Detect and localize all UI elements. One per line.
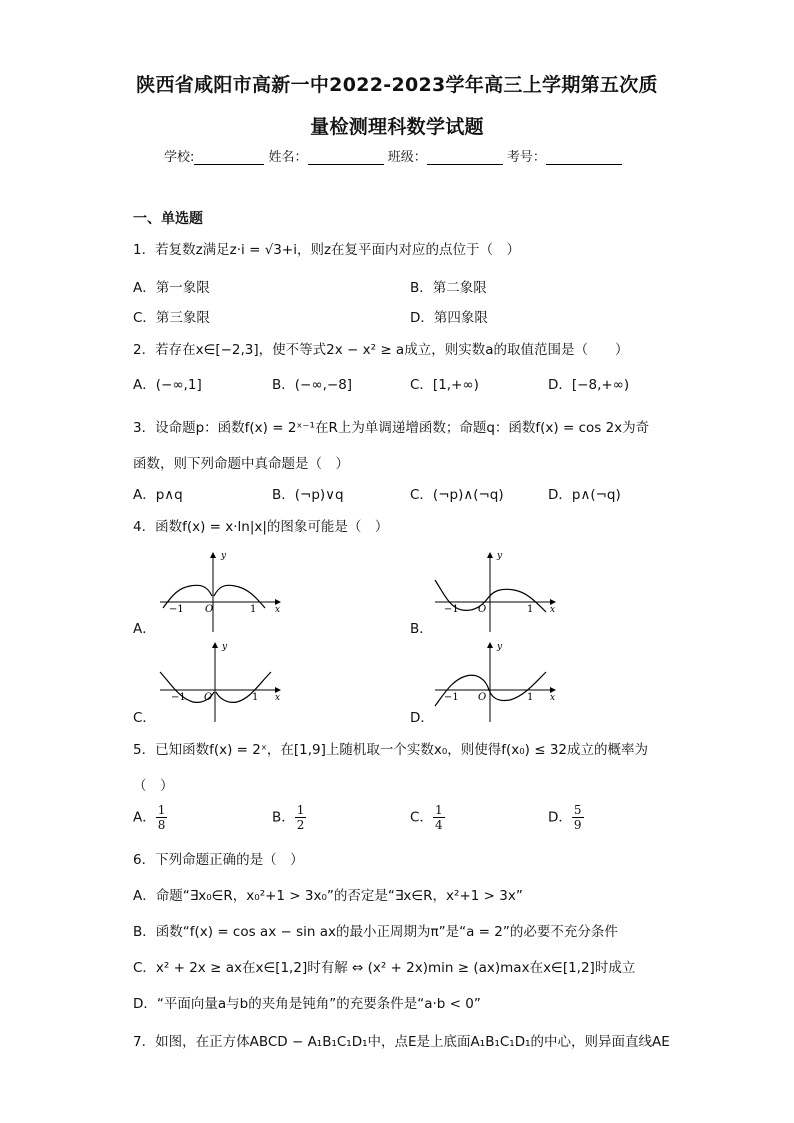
q3-option-c: C．(¬p)∧(¬q) <box>410 487 504 503</box>
q5-option-d-label: D． <box>548 809 572 826</box>
class-blank[interactable] <box>427 150 503 165</box>
q5-option-a-fraction <box>156 803 168 832</box>
id-blank[interactable] <box>546 150 622 165</box>
graph-b-origin: O <box>478 604 487 615</box>
q5-option-d <box>548 803 584 832</box>
graph-b-pos1: 1 <box>527 604 534 615</box>
graph-c-pos1: 1 <box>252 692 259 703</box>
school-label: 学校: <box>164 150 195 165</box>
q6-option-a: A．命题“∃x₀∈R，x₀²+1 > 3x₀”的否定是“∃x∈R，x²+1 > 3x” <box>133 888 523 904</box>
q5-option-a <box>133 803 167 832</box>
title-line-1: 陕西省咸阳市高新一中2022-2023学年高三上学期第五次质 <box>136 74 658 96</box>
q6-option-c: C．x² + 2x ≥ ax在x∈[1,2]时有解 ⇔ (x² + 2x)min ≥ (ax)max在x∈[1,2]时成立 <box>133 960 636 976</box>
graph-a-pos1: 1 <box>250 604 257 615</box>
q5-b-num: 1 <box>296 803 305 817</box>
graph-a-x-label: x <box>275 605 281 615</box>
q2-option-a: A．(−∞,1] <box>133 377 202 393</box>
q3-stem-line2: 函数，则下列命题中真命题是（ ） <box>133 456 349 472</box>
q5-d-den: 9 <box>573 818 582 832</box>
q1-option-b: B．第二象限 <box>410 280 487 296</box>
q5-d-num: 5 <box>573 803 582 817</box>
q4-option-b: B． <box>410 621 433 637</box>
graph-a-neg1: −1 <box>169 604 184 615</box>
q1-option-c: C．第三象限 <box>133 310 210 326</box>
graph-c-origin: O <box>204 692 213 703</box>
q6-stem: 6．下列命题正确的是（ ） <box>133 852 304 868</box>
q4-graph-b <box>430 550 560 635</box>
q7-stem: 7．如图，在正方体ABCD − A₁B₁C₁D₁中，点E是上底面A₁B₁C₁D₁的中心，则异面直线AE <box>133 1034 670 1050</box>
q5-option-a-label: A． <box>133 809 156 826</box>
q5-option-c-fraction <box>433 803 445 832</box>
graph-d-pos1: 1 <box>527 692 534 703</box>
q5-option-c-label: C． <box>410 809 433 826</box>
q5-a-den: 8 <box>157 818 166 832</box>
q5-stem-line2: （ ） <box>133 778 174 794</box>
name-blank[interactable] <box>308 150 384 165</box>
q1-option-d: D．第四象限 <box>410 310 488 326</box>
q6-option-b: B．函数“f(x) = cos ax − sin ax的最小正周期为π”是“a = 2”的必要不充分条件 <box>133 924 618 940</box>
q5-c-den: 4 <box>434 818 443 832</box>
q3-option-b: B．(¬p)∨q <box>272 487 344 503</box>
q2-stem: 2．若存在x∈[−2,3]，使不等式2x − x² ≥ a成立，则实数a的取值范围是（ ） <box>133 342 629 358</box>
graph-d-x-label: x <box>550 693 556 703</box>
graph-c-neg1: −1 <box>171 692 186 703</box>
q5-option-b <box>272 803 306 832</box>
graph-b-x-label: x <box>550 605 556 615</box>
q5-c-num: 1 <box>434 803 443 817</box>
q2-option-b: B．(−∞,−8] <box>272 377 353 393</box>
graph-c-y-label: y <box>222 642 228 652</box>
title-line-2: 量检测理科数学试题 <box>310 116 484 138</box>
q3-option-a: A．p∧q <box>133 487 183 503</box>
q5-b-den: 2 <box>296 818 305 832</box>
graph-b-y-label: y <box>497 551 503 561</box>
name-label: 姓名： <box>268 150 308 165</box>
q1-option-a: A．第一象限 <box>133 280 210 296</box>
graph-c-x-label: x <box>275 693 281 703</box>
q4-graph-d <box>430 640 560 725</box>
graph-d-origin: O <box>478 692 487 703</box>
q4-graph-a <box>155 550 285 635</box>
q1-stem: 1．若复数z满足z·i = √3+i，则z在复平面内对应的点位于（ ） <box>133 242 521 258</box>
school-blank[interactable] <box>194 150 264 165</box>
graph-a-origin: O <box>205 604 214 615</box>
graph-d-neg1: −1 <box>444 692 459 703</box>
graph-d-y-label: y <box>497 642 503 652</box>
q6-option-d: D．“平面向量a与b的夹角是钝角”的充要条件是“a·b < 0” <box>133 996 481 1012</box>
q4-stem: 4．函数f(x) = x·ln|x|的图象可能是（ ） <box>133 519 389 535</box>
q4-option-a: A． <box>133 621 156 637</box>
q2-option-d: D．[−8,+∞) <box>548 377 630 393</box>
q2-option-c: C．[1,+∞) <box>410 377 479 393</box>
graph-b-neg1: −1 <box>444 604 459 615</box>
q3-option-d: D．p∧(¬q) <box>548 487 621 503</box>
q5-option-c <box>410 803 445 832</box>
q4-option-c: C． <box>133 710 156 726</box>
student-info-row <box>164 146 622 165</box>
q4-option-d: D． <box>410 710 434 726</box>
class-label: 班级： <box>387 150 427 165</box>
q3-stem-line1: 3．设命题p：函数f(x) = 2ˣ⁻¹在R上为单调递增函数；命题q：函数f(x) = cos 2x为奇 <box>133 420 650 436</box>
q5-option-b-fraction <box>295 803 307 832</box>
q5-stem-line1: 5．已知函数f(x) = 2ˣ，在[1,9]上随机取一个实数x₀，则使得f(x₀) ≤ 32成立的概率为 <box>133 742 649 758</box>
q5-a-num: 1 <box>157 803 166 817</box>
section-title: 一、单选题 <box>133 211 203 227</box>
graph-a-y-label: y <box>221 551 227 561</box>
id-label: 考号： <box>506 150 546 165</box>
q5-option-d-fraction <box>572 803 584 832</box>
q4-graph-c <box>155 640 285 725</box>
q5-option-b-label: B． <box>272 809 295 826</box>
